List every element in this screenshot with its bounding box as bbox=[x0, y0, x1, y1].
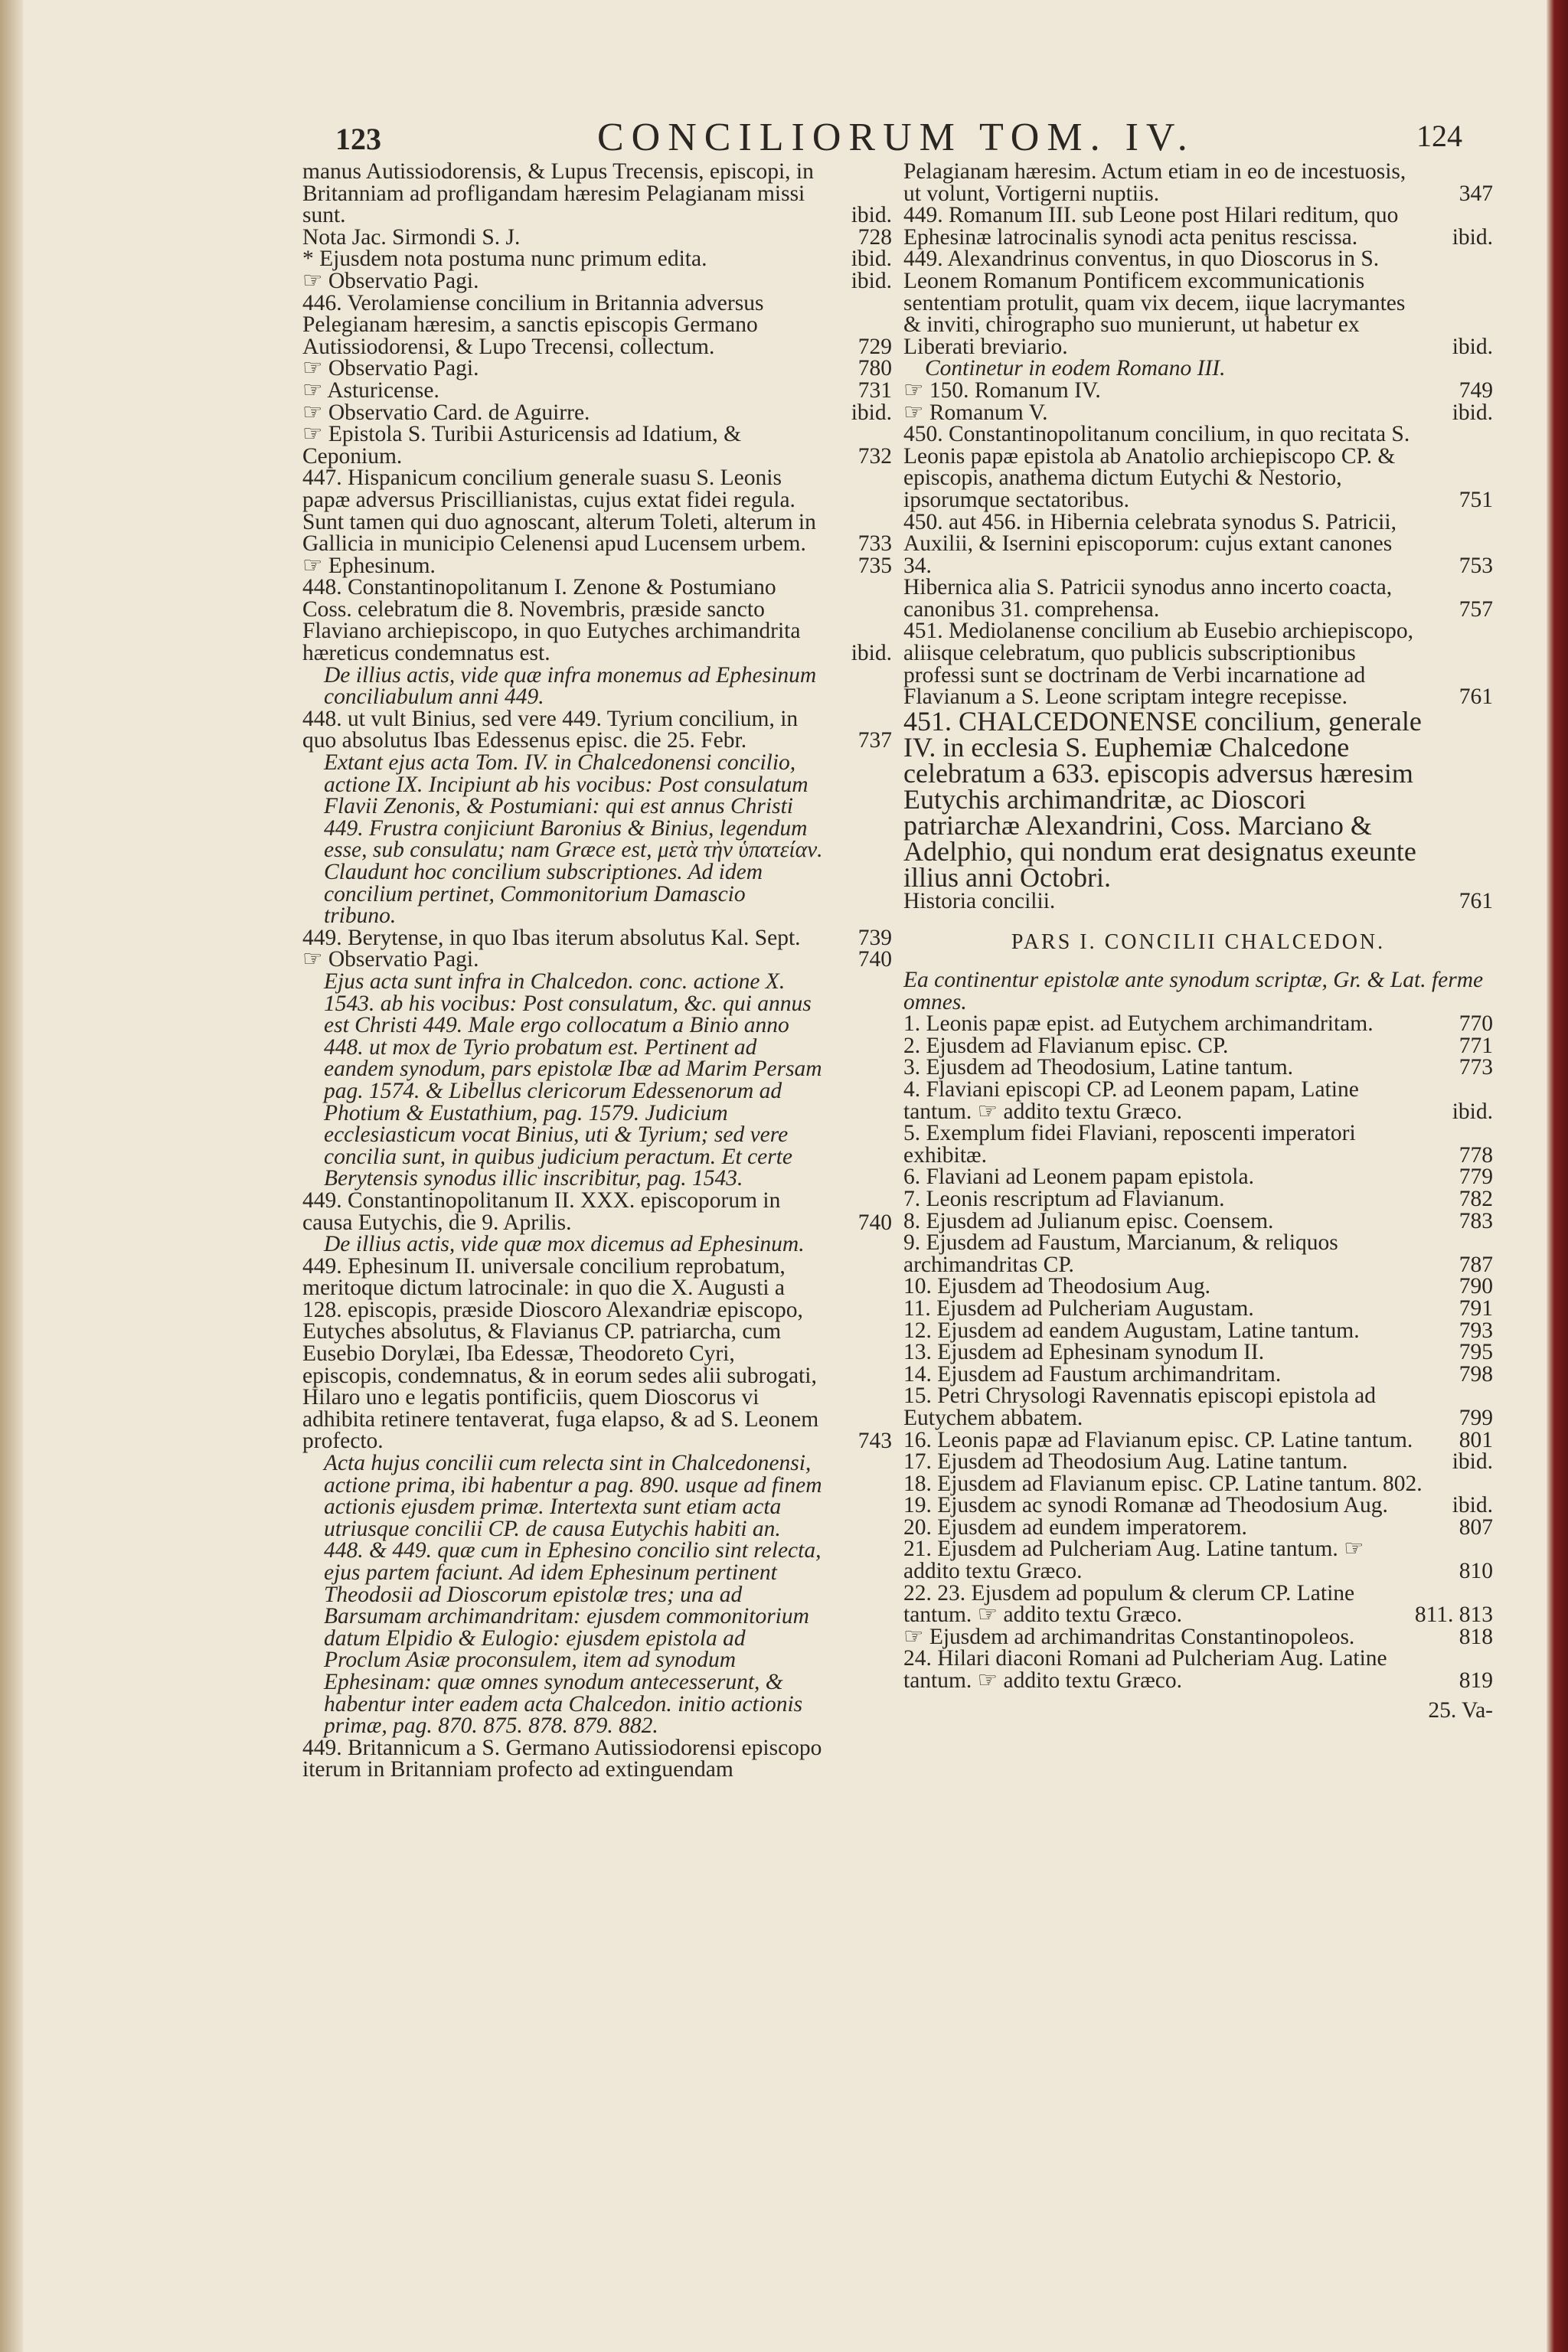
council-entry-text: Pelagianam hæresim. Actum etiam in eo de incestuosis, ut volunt, Vortigerni nuptiis. bbox=[903, 159, 1406, 206]
right-column bbox=[903, 161, 1493, 1721]
part-item bbox=[903, 1538, 1493, 1582]
council-entry bbox=[302, 752, 892, 927]
part-item-text: 19. Ejusdem ac synodi Romanæ ad Theodosium Aug. bbox=[903, 1493, 1388, 1518]
council-entry-text: ☞ Observatio Pagi. bbox=[302, 356, 479, 381]
council-entry bbox=[903, 161, 1493, 204]
left-column bbox=[302, 161, 892, 1781]
part-item-text: 24. Hilari diaconi Romani ad Pulcheriam Aug. Latine tantum. ☞ addito textu Græco. bbox=[903, 1646, 1387, 1694]
council-entry bbox=[302, 377, 892, 403]
council-entry bbox=[302, 423, 892, 467]
council-entry-text: 447. Hispanicum concilium generale suasu S. Leonis papæ adversus Priscillianistas, cujus extat fidei regula. Sunt tamen qui duo agnoscant, alterum Toleti, alterum in Gallicia in municipio Celenensi apud Lucensem urbem. bbox=[302, 466, 816, 557]
part-item bbox=[903, 1320, 1493, 1342]
council-entry bbox=[903, 890, 1493, 913]
part-item bbox=[903, 1057, 1493, 1079]
part-item-text: 17. Ejusdem ad Theodosium Aug. Latine tantum. bbox=[903, 1449, 1348, 1475]
council-entry bbox=[903, 619, 1493, 710]
council-entry-text: 451. Mediolanense concilium ab Eusebio archiepiscopo, aliisque celebratum, quo publicis subscriptionibus professi sunt se doctrinam de Verbi incarnatione ad Flavianum a S. Leone scriptam integre recepisse. bbox=[903, 619, 1414, 710]
council-entry-page-ref: ibid. bbox=[1452, 400, 1493, 425]
council-entry-text: 446. Verolamiense concilium in Britannia adversus Pelegianam hæresim, a sanctis episcopis Germano Autissiodorensi, & Lupo Trecensi, collectum. bbox=[302, 290, 764, 359]
council-entry-text: 448. ut vult Binius, sed vere 449. Tyrium concilium, in quo absolutus Ibas Edessenus episc. die 25. Febr. bbox=[302, 706, 799, 753]
part-item-page-ref: ibid. bbox=[1452, 1449, 1493, 1475]
part-item bbox=[903, 1494, 1493, 1517]
council-entry bbox=[302, 555, 892, 577]
council-entry bbox=[302, 708, 892, 752]
part-item-page-ref: 798 bbox=[1459, 1361, 1493, 1387]
part-item-page-ref: 793 bbox=[1459, 1318, 1493, 1343]
part-item-text: 5. Exemplum fidei Flaviani, reposcenti imperatori exhibitæ. bbox=[903, 1121, 1356, 1168]
council-entry bbox=[302, 358, 892, 380]
council-entry bbox=[302, 1452, 892, 1737]
council-entry-page-ref: 732 bbox=[858, 443, 892, 469]
council-entry-page-ref: 740 bbox=[858, 1210, 892, 1235]
council-entry-page-ref: 757 bbox=[1459, 596, 1493, 622]
council-entry-text: ☞ Ephesinum. bbox=[302, 553, 436, 578]
council-entry-text: Nota Jac. Sirmondi S. J. bbox=[302, 224, 521, 250]
part-item-text: 22. 23. Ejusdem ad populum & clerum CP. Latine tantum. ☞ addito textu Græco. bbox=[903, 1580, 1355, 1628]
part-title: PARS I. CONCILII CHALCEDON. bbox=[1011, 930, 1386, 955]
council-entry-page-ref: 728 bbox=[858, 224, 892, 250]
part-item-text: 11. Ejusdem ad Pulcheriam Augustam. bbox=[903, 1295, 1254, 1321]
part-item-page-ref: 818 bbox=[1459, 1624, 1493, 1649]
council-entry-page-ref: ibid. bbox=[851, 400, 892, 425]
council-entry-text: 449. Constantinopolitanum II. XXX. episcoporum in causa Eutychis, die 9. Aprilis. bbox=[302, 1187, 781, 1235]
council-entry-text: 449. Britannicum a S. Germano Autissiodorensi episcopo iterum in Britanniam profecto ad extinguendam bbox=[302, 1735, 822, 1782]
part-item bbox=[903, 1295, 1493, 1321]
council-entry bbox=[302, 402, 892, 424]
council-entry-text: ☞ Asturicense. bbox=[302, 377, 439, 403]
part-item-text: 20. Ejusdem ad eundem imperatorem. bbox=[903, 1514, 1247, 1540]
council-entry-text: Extant ejus acta Tom. IV. in Chalcedonensi concilio, actione IX. Incipiunt ab his vocibus: Post consulatum Flavii Zenonis, & Postumiani: qui est annus Christi 449. Frustra conjiciunt Baronius & Binius, legendum esse, sub consulatu; nam Græce est, μετὰ τὴν ὑπατείαν. Claudunt hoc concilium subscriptiones. Ad idem concilium pertinet, Commonitorium Damascio tribuno. bbox=[324, 750, 823, 929]
council-entry-text: Historia concilii. bbox=[903, 888, 1056, 913]
part-item bbox=[903, 1079, 1493, 1122]
council-entry-text: Ejus acta sunt infra in Chalcedon. conc. actione X. 1543. ab his vocibus: Post consulatum, &c. qui annus est Christi 449. Male ergo collocatum a Binio anno 448. ut mox de Tyrio probatum est. Pertinent ad eandem synodum, pars epistolæ Ibæ ad Marim Persam pag. 1574. & Libellus clericorum Edessenorum ad Photium & Eustathium, pag. 1579. Judicium ecclesiasticum vocat Binius, uti & Tyrium; sed vere concilia sunt, in quibus judicium peractum. Et certe Berytensis synodus illic inscribitur, pag. 1543. bbox=[324, 969, 822, 1191]
part-item-text: 10. Ejusdem ad Theodosium Aug. bbox=[903, 1274, 1210, 1299]
council-entry-page-ref: 753 bbox=[1459, 553, 1493, 578]
part-item bbox=[903, 1341, 1493, 1364]
part-item-text: 8. Ejusdem ad Julianum episc. Coensem. bbox=[903, 1208, 1274, 1233]
council-entry-text: ☞ Observatio Pagi. bbox=[302, 268, 479, 293]
part-item bbox=[903, 1385, 1493, 1429]
right-column-entries bbox=[903, 161, 1493, 912]
part-item bbox=[903, 1122, 1493, 1166]
council-entry-text: 449. Alexandrinus conventus, in quo Dioscorus in S. Leonem Romanum Pontificem excommunicationis sententiam protulit, quam vix decem, iique lacrymantes & inviti, chirographo suo munierunt, ut habetur ex Liberati breviario. bbox=[903, 247, 1406, 359]
council-entry-page-ref: ibid. bbox=[1452, 224, 1493, 250]
part-item bbox=[903, 1361, 1493, 1387]
council-entry bbox=[903, 377, 1493, 403]
council-entry bbox=[903, 423, 1493, 511]
part-item-page-ref: 810 bbox=[1459, 1559, 1493, 1584]
council-entry bbox=[903, 248, 1493, 358]
part-item-text: ☞ Ejusdem ad archimandritas Constantinopoleos. bbox=[903, 1624, 1355, 1649]
part-item-page-ref: 790 bbox=[1459, 1274, 1493, 1299]
council-entry-page-ref: 731 bbox=[858, 377, 892, 403]
part-item-page-ref: 807 bbox=[1459, 1514, 1493, 1540]
council-entry-text: * Ejusdem nota postuma nunc primum edita. bbox=[302, 247, 707, 272]
catchword: 25. Va- bbox=[1428, 1697, 1493, 1723]
council-entry bbox=[903, 358, 1493, 380]
council-entry bbox=[302, 224, 892, 250]
council-entry-text: ☞ Epistola S. Turibii Asturicensis ad Idatium, & Ceponium. bbox=[302, 422, 742, 469]
council-entry-text: De illius actis, vide quæ infra monemus ad Ephesinum conciliabulum anni 449. bbox=[324, 662, 817, 710]
council-entry-text: 449. Ephesinum II. universale concilium reprobatum, meritoque dictum latrocinale: in quo die X. Augusti a 128. episcopis, præside Dioscoro Alexandriæ episcopo, Eutyches absolutus, & Flavianus CP. patriarcha, cum Eusebio Dorylæi, Iba Edessæ, Theodoreto Cyri, episcopis, condemnatus, & in eorum sedes alii subrogati, Hilaro uno e legatis pontificiis, quem Dioscorus vi adhibita retinere tentaverat, fuga elapso, & ad S. Leonem profecto. bbox=[302, 1253, 819, 1454]
council-entry-page-ref: ibid. bbox=[851, 203, 892, 228]
council-entry-page-ref: 733 bbox=[858, 531, 892, 557]
part-item-page-ref: ibid. bbox=[1452, 1099, 1493, 1124]
right-page-number: 124 bbox=[1416, 119, 1462, 153]
council-entry-text: Continetur in eodem Romano III. bbox=[925, 356, 1226, 381]
council-entry bbox=[302, 927, 892, 949]
council-entry-page-ref: 729 bbox=[858, 334, 892, 359]
council-entry-page-ref: 735 bbox=[858, 553, 892, 578]
part-item bbox=[903, 1035, 1493, 1057]
council-entry-text: ☞ 150. Romanum IV. bbox=[903, 377, 1101, 403]
part-item-page-ref: 773 bbox=[1459, 1055, 1493, 1080]
council-entry-text: 448. Constantinopolitanum I. Zenone & Postumiano Coss. celebratum die 8. Novembris, præside sancto Flaviano archiepiscopo, in quo Eutyches archimandrita hæreticus condemnatus est. bbox=[302, 575, 801, 666]
part-item-text: 14. Ejusdem ad Faustum archimandritam. bbox=[903, 1361, 1282, 1387]
council-entry-page-ref: 739 bbox=[858, 925, 892, 950]
part-item bbox=[903, 1473, 1493, 1495]
council-entry bbox=[302, 971, 892, 1190]
part-item-page-ref: 811. 813 bbox=[1414, 1602, 1493, 1628]
part-item-page-ref: 787 bbox=[1459, 1252, 1493, 1277]
council-entry bbox=[903, 511, 1493, 577]
council-entry-page-ref: 749 bbox=[1459, 377, 1493, 403]
council-entry bbox=[302, 1187, 892, 1235]
part-item-page-ref: 791 bbox=[1459, 1295, 1493, 1321]
council-entry bbox=[302, 662, 892, 710]
council-entry-page-ref: 780 bbox=[858, 356, 892, 381]
part-item-text: 15. Petri Chrysologi Ravennatis episcopi epistola ad Eutychem abbatem. bbox=[903, 1383, 1376, 1430]
part-item-page-ref: 778 bbox=[1459, 1142, 1493, 1168]
council-entry-page-ref: ibid. bbox=[1452, 334, 1493, 359]
part-item-text: 13. Ejusdem ad Ephesinam synodum II. bbox=[903, 1340, 1265, 1365]
council-entry-page-ref: 761 bbox=[1459, 684, 1493, 710]
part-item-text: 18. Ejusdem ad Flavianum episc. CP. Latine tantum. 802. bbox=[903, 1471, 1423, 1496]
part-item-text: 4. Flaviani episcopi CP. ad Leonem papam, Latine tantum. ☞ addito textu Græco. bbox=[903, 1077, 1359, 1124]
part-item bbox=[903, 1210, 1493, 1233]
council-entry bbox=[302, 1737, 892, 1781]
part-item-text: 2. Ejusdem ad Flavianum episc. CP. bbox=[903, 1033, 1229, 1058]
council-entry-text: ☞ Observatio Pagi. bbox=[302, 947, 479, 972]
part-item-page-ref: 770 bbox=[1459, 1011, 1493, 1037]
council-entry-page-ref: 743 bbox=[858, 1429, 892, 1454]
part-item bbox=[903, 1451, 1493, 1473]
part-item-page-ref: 801 bbox=[1459, 1427, 1493, 1452]
part-item-text: 6. Flaviani ad Leonem papam epistola. bbox=[903, 1165, 1254, 1190]
council-entry-text: 450. Constantinopolitanum concilium, in quo recitata S. Leonis papæ epistola ab Anatolio archiepiscopo CP. & episcopis, anathema dictum Eutychi & Nestorio, ipsorumque sectatoribus. bbox=[903, 422, 1410, 512]
part-item-text: 16. Leonis papæ ad Flavianum episc. CP. Latine tantum. bbox=[903, 1427, 1413, 1452]
part-item-text: 3. Ejusdem ad Theodosium, Latine tantum. bbox=[903, 1055, 1294, 1080]
council-entry-page-ref: ibid. bbox=[851, 268, 892, 293]
part-item-text: 21. Ejusdem ad Pulcheriam Aug. Latine tantum. ☞ addito textu Græco. bbox=[903, 1537, 1364, 1584]
council-entry-text: manus Autissiodorensis, & Lupus Trecensis, episcopi, in Britanniam ad profligandam hæresim Pelagianam missi sunt. bbox=[302, 159, 814, 228]
part-item-page-ref: ibid. bbox=[1452, 1493, 1493, 1518]
part-item-page-ref: 782 bbox=[1459, 1186, 1493, 1211]
part-item-page-ref: 779 bbox=[1459, 1165, 1493, 1190]
council-entry-page-ref: ibid. bbox=[851, 247, 892, 272]
running-title: CONCILIORUM TOM. IV. bbox=[597, 116, 1195, 159]
book-page bbox=[23, 0, 1547, 2352]
council-entry-text: Hibernica alia S. Patricii synodus anno incerto coacta, canonibus 31. comprehensa. bbox=[903, 575, 1393, 622]
council-entry bbox=[903, 705, 1493, 893]
council-entry-page-ref: ibid. bbox=[851, 641, 892, 666]
council-entry-text: De illius actis, vide quæ mox dicemus ad Ephesinum. bbox=[324, 1232, 805, 1257]
part-item bbox=[903, 1580, 1493, 1628]
part-item bbox=[903, 1429, 1493, 1452]
council-entry bbox=[302, 248, 892, 270]
part-item-text: 7. Leonis rescriptum ad Flavianum. bbox=[903, 1186, 1225, 1211]
left-page-number: 123 bbox=[335, 122, 381, 156]
council-entry-text: 451. CHALCEDONENSE concilium, generale IV. in ecclesia S. Euphemiæ Chalcedone celebratum a 633. episcopis adversus hæresim Eutychis archimandritæ, ac Dioscori patriarchæ Alexandrini, Coss. Marciano & Adelphio, qui nondum erat designatus exeunte illius anni Octobri. bbox=[903, 705, 1422, 893]
council-entry-page-ref: 751 bbox=[1459, 487, 1493, 512]
council-entry-page-ref: 737 bbox=[858, 728, 892, 753]
part-item bbox=[903, 1232, 1493, 1276]
council-entry bbox=[302, 949, 892, 971]
page-header bbox=[23, 115, 1547, 161]
council-entry bbox=[903, 402, 1493, 424]
part-item-page-ref: 799 bbox=[1459, 1405, 1493, 1430]
council-entry-text: 449. Berytense, in quo Ibas iterum absolutus Kal. Sept. bbox=[302, 925, 801, 950]
council-entry bbox=[903, 577, 1493, 620]
council-entry bbox=[302, 1253, 892, 1454]
council-entry bbox=[302, 161, 892, 227]
part-item-page-ref: 819 bbox=[1459, 1668, 1493, 1694]
council-entry-page-ref: 761 bbox=[1459, 888, 1493, 913]
council-entry-text: 450. aut 456. in Hibernia celebrata synodus S. Patricii, Auxilii, & Isernini episcoporum: cujus extant canones 34. bbox=[903, 509, 1396, 578]
council-entry-page-ref: 347 bbox=[1459, 181, 1493, 206]
part-item bbox=[903, 1166, 1493, 1188]
part-item bbox=[903, 1188, 1493, 1210]
part-item-text: 9. Ejusdem ad Faustum, Marcianum, & reliquos archimandritas CP. bbox=[903, 1230, 1338, 1277]
council-entry-text: ☞ Observatio Card. de Aguirre. bbox=[302, 400, 590, 425]
council-entry-text: Acta hujus concilii cum relecta sint in Chalcedonensi, actione prima, ibi habentur a pag. 890. usque ad finem actionis ejusdem primæ. Intertexta sunt etiam acta utriusque concilii CP. de causa Eutychis habiti an. 448. & 449. quæ cum in Ephesino concilio sint relecta, ejus partem faciunt. Ad idem Ephesinum pertinent Theodosii ad Dioscorum epistolæ tres; una ad Barsumam archimandritam: ejusdem commonitorium datum Elpidio & Eulogio: ejusdem epistola ad Proclum Asiæ proconsulem, item ad synodum Ephesinam: quæ omnes synodum antecesserunt, & habentur inter eadem acta Chalcedon. initio actionis primæ, pag. 870. 875. 878. 879. 882. bbox=[324, 1451, 822, 1739]
council-entry-text: ☞ Romanum V. bbox=[903, 400, 1048, 425]
part-items-list bbox=[903, 1011, 1493, 1694]
part-item bbox=[903, 1646, 1493, 1694]
part-item-page-ref: 795 bbox=[1459, 1340, 1493, 1365]
part-item bbox=[903, 1514, 1493, 1540]
part-item-text: 12. Ejusdem ad eandem Augustam, Latine tantum. bbox=[903, 1318, 1360, 1343]
council-entry bbox=[302, 1233, 892, 1256]
part-item bbox=[903, 1626, 1493, 1648]
council-entry bbox=[302, 577, 892, 664]
council-entry-text: 449. Romanum III. sub Leone post Hilari reditum, quo Ephesinæ latrocinalis synodi acta penitus rescissa. bbox=[903, 203, 1399, 250]
council-entry-page-ref: 740 bbox=[858, 947, 892, 972]
part-item bbox=[903, 1276, 1493, 1298]
council-entry bbox=[302, 270, 892, 292]
part-item-page-ref: 783 bbox=[1459, 1208, 1493, 1233]
council-entry bbox=[302, 292, 892, 358]
part-item-page-ref: 771 bbox=[1459, 1033, 1493, 1058]
council-entry bbox=[302, 466, 892, 557]
part-intro: Ea continentur epistolæ ante synodum scriptæ, Gr. & Lat. ferme omnes. bbox=[903, 968, 1484, 1014]
council-entry bbox=[903, 204, 1493, 248]
part-item bbox=[903, 1013, 1493, 1035]
part-item-text: 1. Leonis papæ epist. ad Eutychem archimandritam. bbox=[903, 1011, 1374, 1037]
